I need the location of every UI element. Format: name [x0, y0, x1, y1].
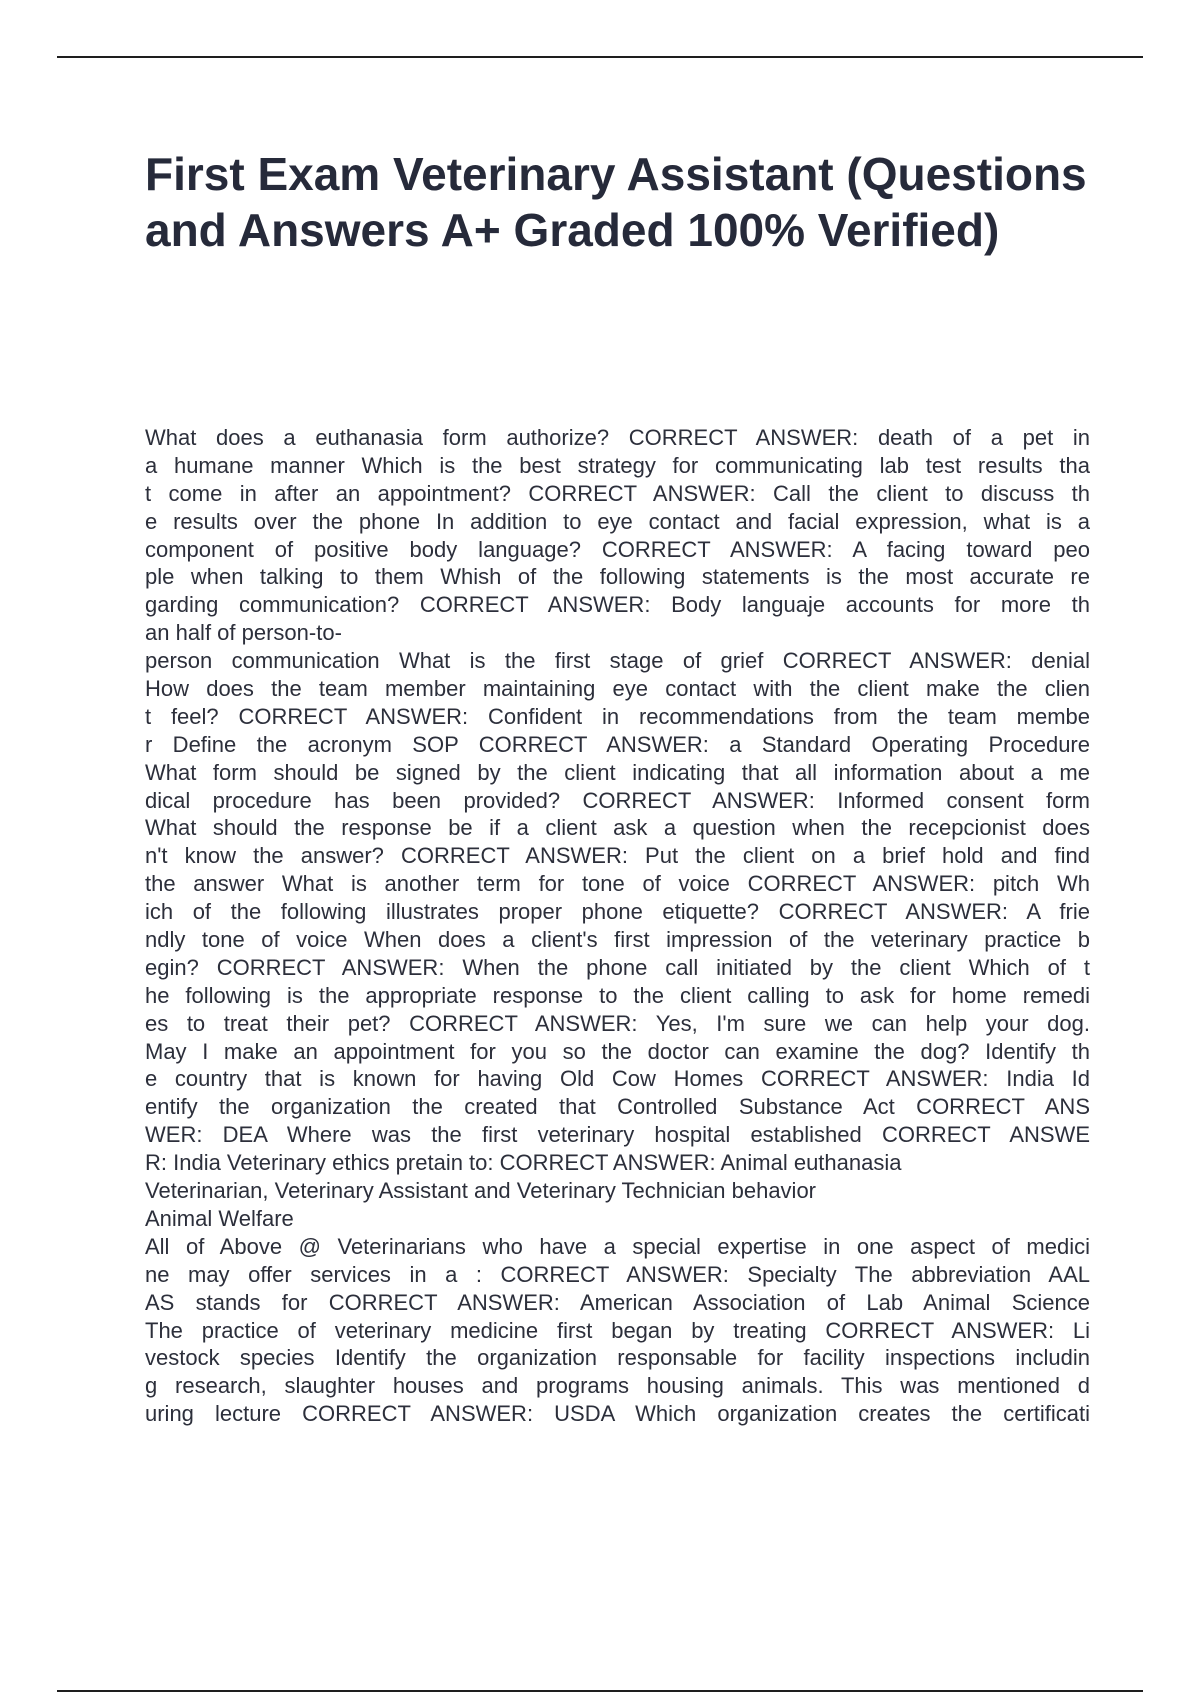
- body-text-line: r Define the acronym SOP CORRECT ANSWER: a Standard Operating Procedure: [145, 731, 1090, 757]
- body-text-line: e results over the phone In addition to eye contact and facial expression, what is a: [145, 508, 1090, 534]
- body-text-line: dical procedure has been provided? CORRECT ANSWER: Informed consent form: [145, 787, 1090, 813]
- body-text-line: Animal Welfare: [145, 1205, 294, 1231]
- page-title: First Exam Veterinary Assistant (Questions and Answers A+ Graded 100% Verified): [145, 148, 1087, 256]
- body-text-line: he following is the appropriate response to the client calling to ask for home remedi: [145, 982, 1090, 1008]
- top-divider: [57, 56, 1143, 58]
- body-text-line: What form should be signed by the client indicating that all information about a me: [145, 759, 1090, 785]
- body-text-line: person communication What is the first stage of grief CORRECT ANSWER: denial: [145, 648, 1090, 674]
- body-text-line: ich of the following illustrates proper phone etiquette? CORRECT ANSWER: A frie: [145, 899, 1090, 925]
- body-text-line: e country that is known for having Old Cow Homes CORRECT ANSWER: India Id: [145, 1066, 1090, 1092]
- body-text-line: What should the response be if a client ask a question when the recepcionist does: [145, 815, 1090, 841]
- body-text-line: the answer What is another term for tone of voice CORRECT ANSWER: pitch Wh: [145, 871, 1090, 897]
- body-text-line: n't know the answer? CORRECT ANSWER: Put the client on a brief hold and find: [145, 843, 1090, 869]
- body-text-line: ple when talking to them Whish of the following statements is the most accurate re: [145, 564, 1090, 590]
- document-body: [145, 424, 1090, 1428]
- body-text-line: uring lecture CORRECT ANSWER: USDA Which organization creates the certificati: [145, 1401, 1090, 1427]
- body-text-line: How does the team member maintaining eye contact with the client make the clien: [145, 676, 1090, 702]
- body-text-line: ndly tone of voice When does a client's first impression of the veterinary practice b: [145, 927, 1090, 953]
- bottom-divider: [57, 1690, 1143, 1692]
- body-text-line: May I make an appointment for you so the doctor can examine the dog? Identify th: [145, 1038, 1090, 1064]
- body-text-line: AS stands for CORRECT ANSWER: American Association of Lab Animal Science: [145, 1289, 1090, 1315]
- body-text-line: R: India Veterinary ethics pretain to: CORRECT ANSWER: Animal euthanasia: [145, 1150, 902, 1176]
- body-text-line: t feel? CORRECT ANSWER: Confident in recommendations from the team membe: [145, 703, 1090, 729]
- body-text-line: vestock species Identify the organization responsable for facility inspections includin: [145, 1345, 1090, 1371]
- body-text-line: t come in after an appointment? CORRECT ANSWER: Call the client to discuss th: [145, 480, 1090, 506]
- body-text-line: es to treat their pet? CORRECT ANSWER: Yes, I'm sure we can help your dog.: [145, 1010, 1090, 1036]
- body-text-line: an half of person-to-: [145, 620, 342, 646]
- body-text-line: All of Above @ Veterinarians who have a special expertise in one aspect of medici: [145, 1233, 1090, 1259]
- body-text-line: component of positive body language? CORRECT ANSWER: A facing toward peo: [145, 536, 1090, 562]
- body-text-line: The practice of veterinary medicine first began by treating CORRECT ANSWER: Li: [145, 1317, 1090, 1343]
- body-text-line: ne may offer services in a : CORRECT ANSWER: Specialty The abbreviation AAL: [145, 1261, 1090, 1287]
- body-text-line: WER: DEA Where was the first veterinary hospital established CORRECT ANSWE: [145, 1122, 1090, 1148]
- body-text-line: a humane manner Which is the best strategy for communicating lab test results tha: [145, 452, 1090, 478]
- body-text-line: Veterinarian, Veterinary Assistant and Veterinary Technician behavior: [145, 1178, 816, 1204]
- body-text-line: garding communication? CORRECT ANSWER: Body languaje accounts for more th: [145, 592, 1090, 618]
- body-text-line: egin? CORRECT ANSWER: When the phone call initiated by the client Which of t: [145, 954, 1090, 980]
- body-text-line: g research, slaughter houses and programs housing animals. This was mentioned d: [145, 1373, 1090, 1399]
- body-text-line: What does a euthanasia form authorize? CORRECT ANSWER: death of a pet in: [145, 425, 1090, 450]
- body-text-line: entify the organization the created that Controlled Substance Act CORRECT ANS: [145, 1094, 1090, 1120]
